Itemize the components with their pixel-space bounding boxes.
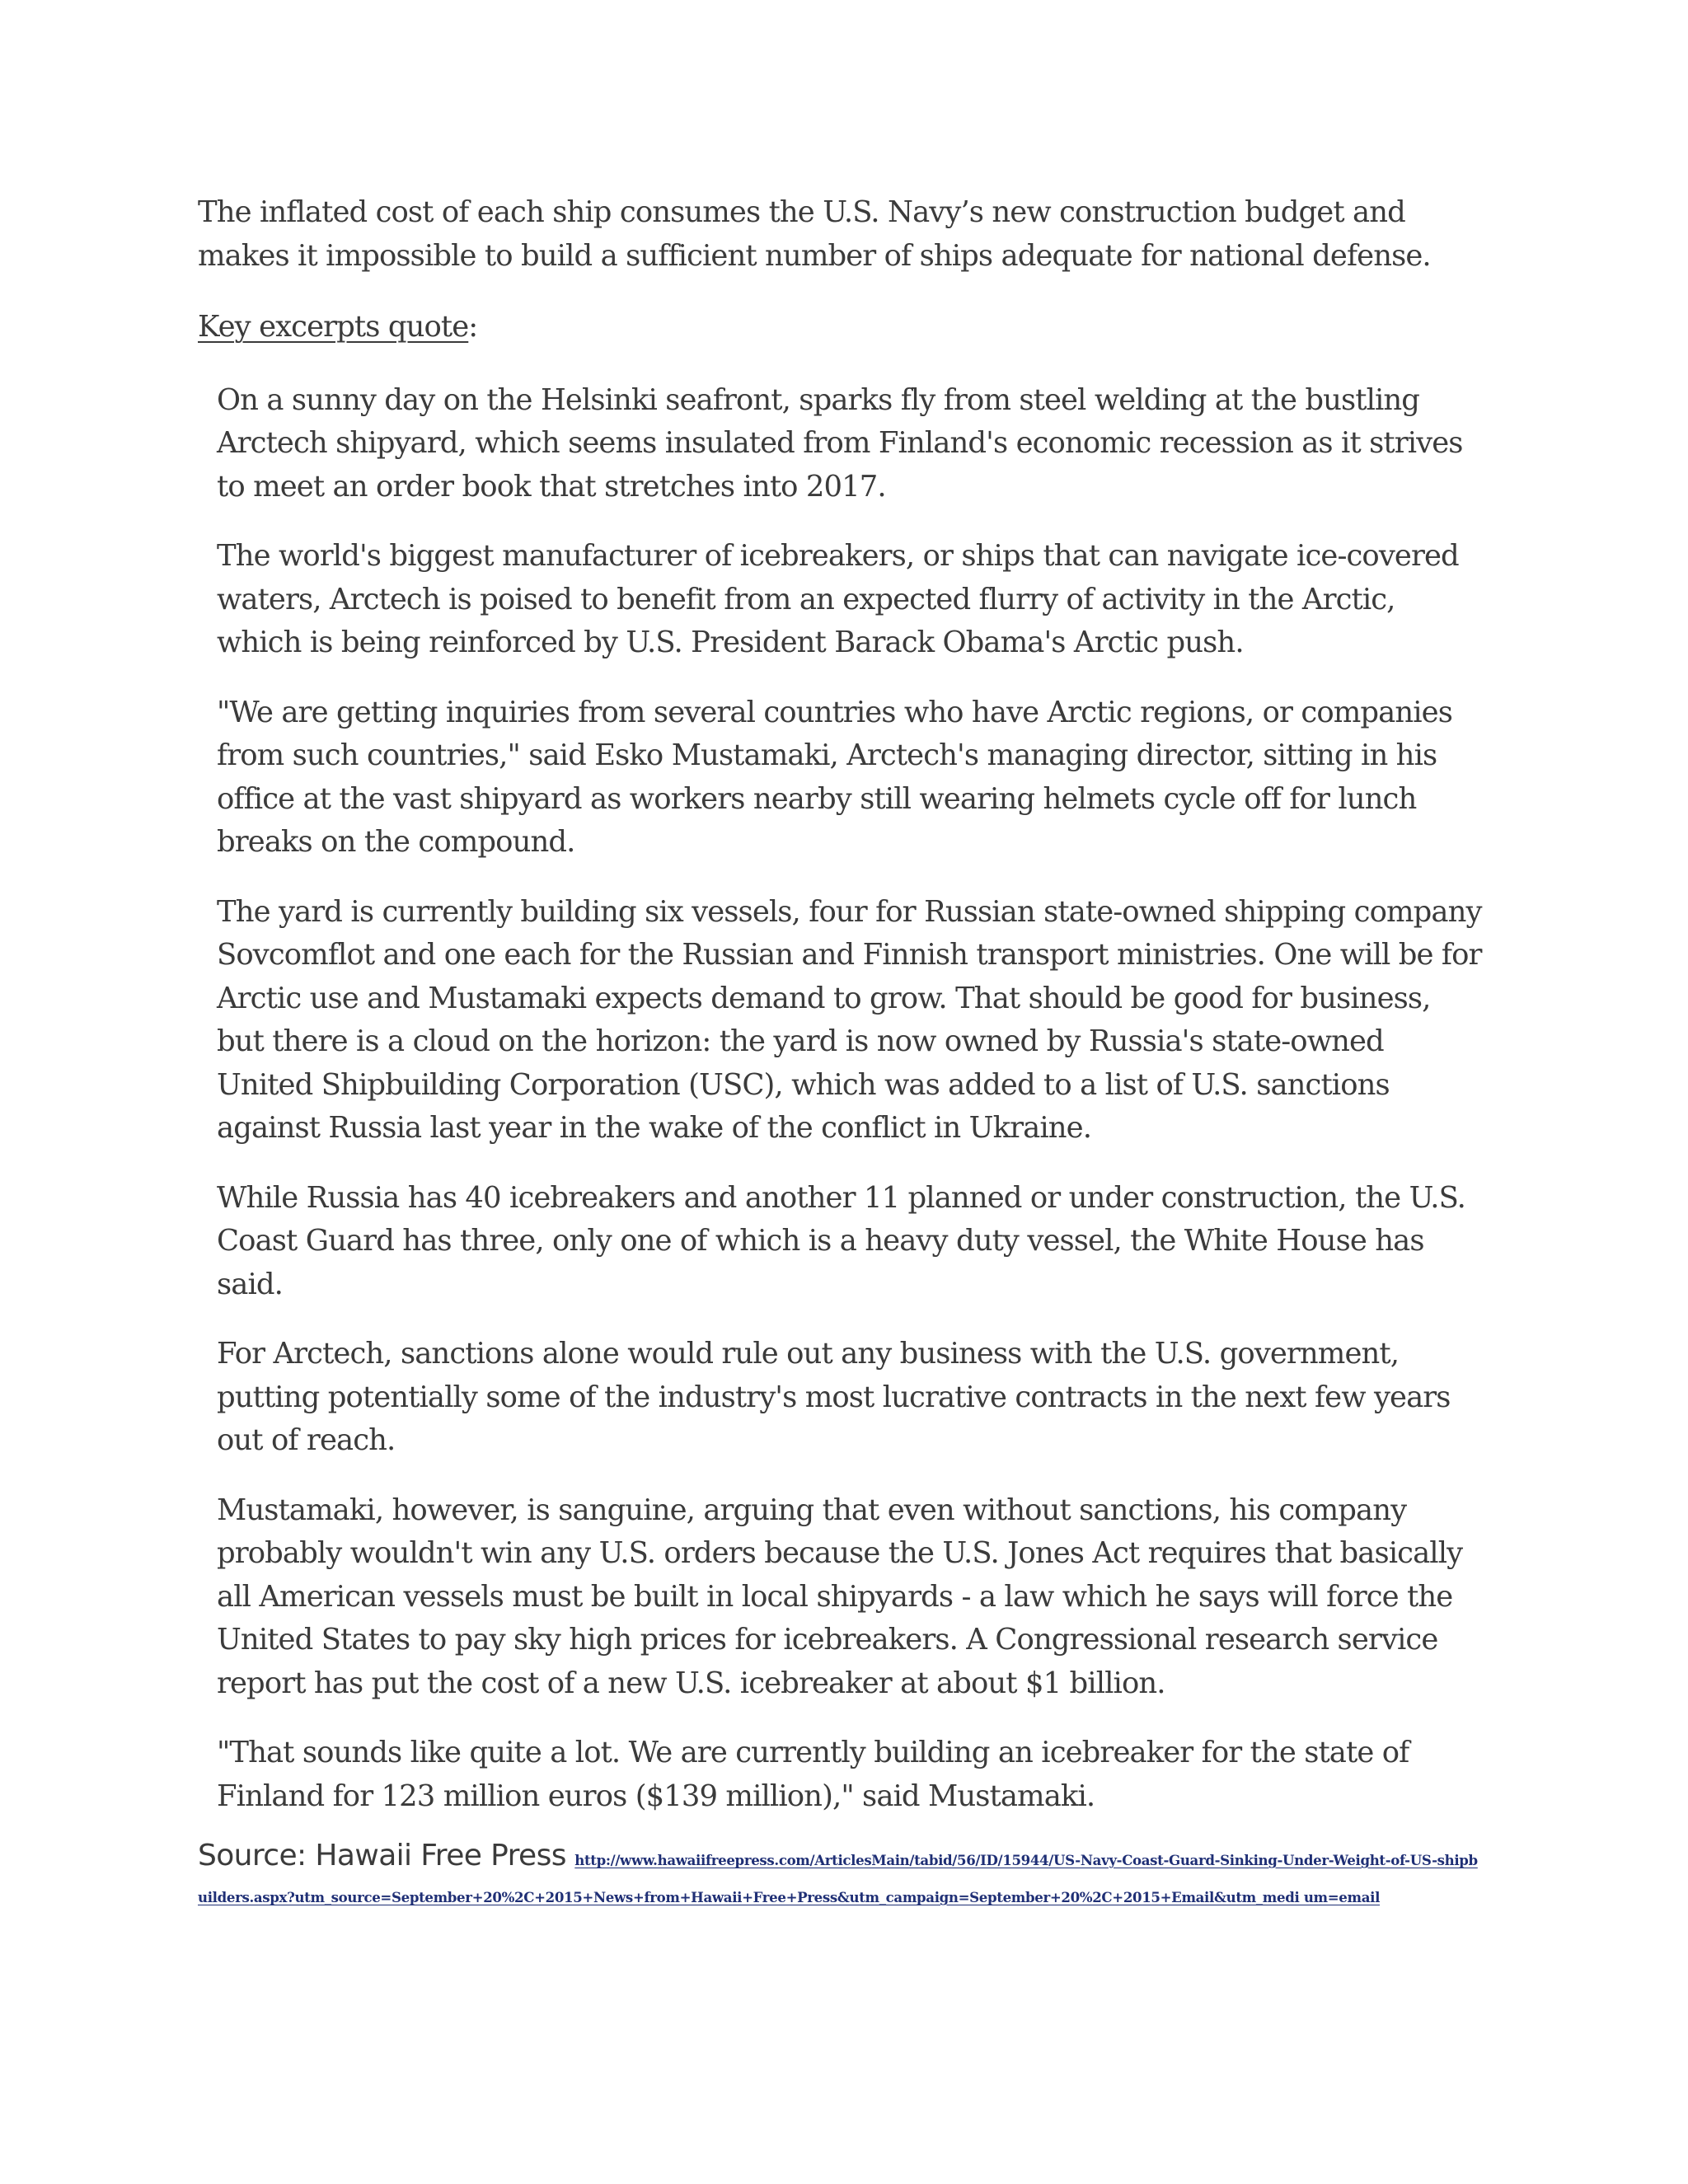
source-link[interactable]: http://www.hawaiifreepress.com/ArticlesMain/tabid/56/ID/15944/US-Navy-Coast-Guard-Sinking-Under-Weight-of-US-shipbuilders.aspx?utm_source=September+20%2C+2015+News+from+Hawaii+Free+Press&utm_campaign=September+20%2C+2015+Email&utm_medi um=email — [198, 1852, 1478, 1905]
quote-paragraph: The world's biggest manufacturer of icebreakers, or ships that can navigate ice-covered waters, Arctech is poised to benefit from an expected flurry of activity in the Arctic, which is being reinforced by U.S. President Barack Obama's Arctic push. — [217, 539, 1459, 659]
source-label: Source: Hawaii Free Press — [198, 1839, 566, 1872]
quote-paragraph: "We are getting inquiries from several countries who have Arctic regions, or companies from such countries," said Esko Mustamaki, Arctech's managing director, sitting in his office at the vast shipyard as workers nearby still wearing helmets cycle off for lunch breaks on the compound. — [217, 695, 1452, 859]
document-body — [198, 191, 1484, 1914]
source-citation — [198, 1840, 1484, 1914]
quote-paragraph: For Arctech, sanctions alone would rule out any business with the U.S. government, putting potentially some of the industry's most lucrative contracts in the next few years out of reach. — [217, 1337, 1451, 1457]
quote-paragraph: "That sounds like quite a lot. We are currently building an icebreaker for the state of Finland for 123 million euros ($139 million)," said Mustamaki. — [217, 1736, 1409, 1813]
key-excerpts-heading — [198, 306, 1484, 349]
quote-paragraph: Mustamaki, however, is sanguine, arguing that even without sanctions, his company probably wouldn't win any U.S. orders because the U.S. Jones Act requires that basically all American vessels must be built in local shipyards - a law which he says will force the United States to pay sky high prices for icebreakers. A Congressional research service report has put the cost of a new U.S. icebreaker at about $1 billion. — [217, 1493, 1463, 1700]
key-excerpts-colon: : — [468, 310, 478, 344]
quoted-excerpts — [217, 379, 1484, 1819]
intro-paragraph: The inflated cost of each ship consumes the U.S. Navy’s new construction budget and makes it impossible to build a sufficient number of ships adequate for national defense. — [198, 195, 1431, 273]
quote-paragraph: On a sunny day on the Helsinki seafront, sparks fly from steel welding at the bustling Arctech shipyard, which seems insulated from Finland's economic recession as it strives to meet an order book that stretches into 2017. — [217, 382, 1463, 504]
quote-paragraph: The yard is currently building six vessels, four for Russian state-owned shipping company Sovcomflot and one each for the Russian and Finnish transport ministries. One will be for Arctic use and Mustamaki expects demand to grow. That should be good for business, but there is a cloud on the horizon: the yard is now owned by Russia's state-owned United Shipbuilding Corporation (USC), which was added to a list of U.S. sanctions against Russia last year in the wake of the conflict in Ukraine. — [217, 894, 1482, 1145]
quote-paragraph: While Russia has 40 icebreakers and another 11 planned or under construction, the U.S. Coast Guard has three, only one of which is a heavy duty vessel, the White House has said. — [217, 1180, 1466, 1301]
key-excerpts-label: Key excerpts quote — [198, 310, 469, 344]
